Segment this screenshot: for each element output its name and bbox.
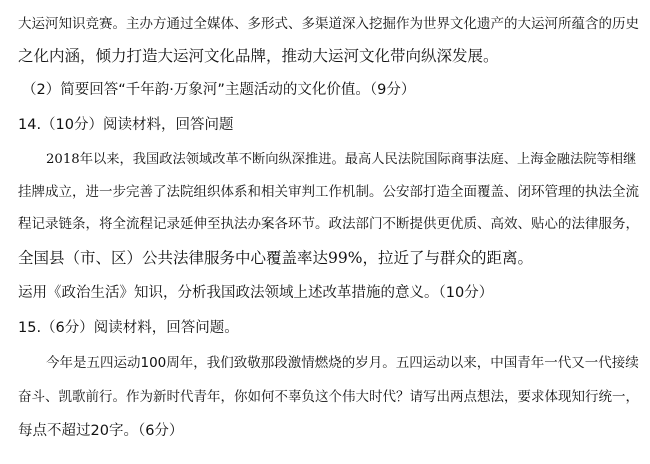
question-15-header: 15.（6分）阅读材料，回答问题。: [18, 320, 239, 336]
q14-material-line-4: 全国县（市、区）公共法律服务中心覆盖率达99%，拉近了与群众的距离。: [18, 249, 533, 267]
question-14-header: 14.（10分）阅读材料，回答问题: [18, 117, 234, 133]
passage-line-1: 大运河知识竞赛。主办方通过全媒体、多形式、多渠道深入挖掘作为世界文化遗产的大运河所蕴含的历史: [18, 16, 639, 32]
q15-text-line-3: 每点不超过20字。（6分）: [18, 423, 184, 439]
passage-line-2: 之化内涵，倾力打造大运河文化品牌，推动大运河文化带向纵深发展。: [18, 47, 499, 65]
question-14-prompt: 运用《政治生活》知识，分析我国政法领域上述改革措施的意义。（10分）: [18, 285, 494, 301]
q15-text-line-1: 今年是五四运动100周年，我们致敬那段激情燃烧的岁月。五四运动以来，中国青年一代又一代接续: [46, 355, 639, 371]
q15-text-line-2: 奋斗、凯歌前行。作为新时代青年，你如何不辜负这个伟大时代？请写出两点想法，要求体现知行统一，: [18, 389, 639, 405]
question-13-2: （2）简要回答“千年韵·万象河”主题活动的文化价值。（9分）: [22, 82, 416, 98]
q14-material-line-3: 程记录链条，将全流程记录延伸至执法办案各环节。政法部门不断提供更优质、高效、贴心的法律服务，: [18, 216, 639, 232]
q14-material-line-1: 2018年以来，我国政法领域改革不断向纵深推进。最高人民法院国际商事法庭、上海金融法院等相继: [46, 152, 637, 167]
q14-material-line-2: 挂牌成立，进一步完善了法院组织体系和相关审判工作机制。公安部打造全面覆盖、闭环管理的执法全流: [18, 184, 639, 200]
